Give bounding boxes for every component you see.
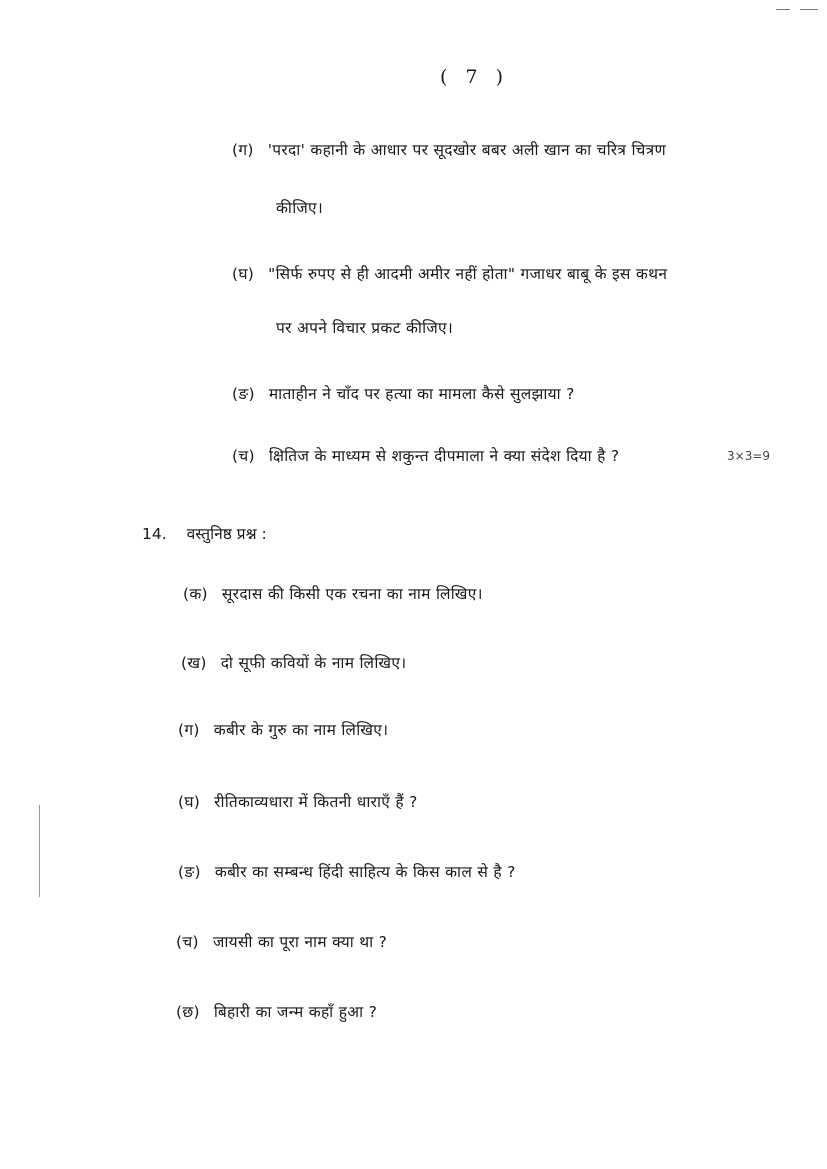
scan-margin-line (39, 805, 40, 897)
objective-question (181, 651, 406, 673)
objective-question (178, 790, 418, 812)
question-13-g-continued: कीजिए। (276, 199, 324, 217)
question-text: कबीर के गुरु का नाम लिखिए। (213, 721, 389, 739)
objective-question (176, 930, 387, 952)
question-text: बिहारी का जन्म कहाँ हुआ ? (213, 1003, 378, 1021)
question-marker: (च) (176, 933, 199, 951)
question-text: जायसी का पूरा नाम क्या था ? (212, 933, 388, 951)
question-13-gh (232, 262, 667, 284)
question-marker: (ग) (232, 141, 254, 159)
question-marker: (च) (232, 447, 255, 465)
scan-mark (800, 9, 818, 10)
question-text: क्षितिज के माध्यम से शकुन्त दीपमाला ने क्या संदेश दिया है ? (268, 447, 620, 465)
section-title: वस्तुनिष्ठ प्रश्न : (186, 525, 267, 543)
question-13-gh-continued: पर अपने विचार प्रकट कीजिए। (276, 319, 454, 337)
section-number: 14. (142, 525, 167, 543)
question-text: 'परदा' कहानी के आधार पर सूदखोर बबर अली खान का चरित्र चित्रण (267, 141, 667, 159)
question-text: कबीर का सम्बन्ध हिंदी साहित्य के किस काल से है ? (214, 863, 516, 881)
objective-question (183, 582, 483, 604)
question-text: "सिर्फ रुपए से ही आदमी अमीर नहीं होता" गजाधर बाबू के इस कथन (268, 265, 668, 283)
question-text: रीतिकाव्यधारा में कितनी धाराएँ हैं ? (214, 793, 418, 811)
question-text: सूरदास की किसी एक रचना का नाम लिखिए। (221, 585, 483, 603)
question-marker: (ख) (181, 654, 207, 672)
question-marker: (घ) (178, 793, 201, 811)
question-marker: (छ) (176, 1003, 200, 1021)
marks-allocation: 3×3=9 (727, 449, 771, 463)
question-13-nga (232, 382, 575, 404)
question-text: दो सूफी कवियों के नाम लिखिए। (220, 654, 407, 672)
question-marker: (ङ) (178, 863, 201, 881)
question-marker: (घ) (232, 265, 255, 283)
question-13-g (232, 138, 666, 160)
question-marker: (क) (183, 585, 208, 603)
objective-question (178, 718, 388, 740)
page-number: ( 7 ) (440, 66, 509, 88)
question-13-cha (232, 444, 619, 466)
question-marker: (ग) (178, 721, 200, 739)
objective-question (176, 1000, 377, 1022)
question-marker: (ङ) (232, 385, 255, 403)
scan-mark (776, 9, 790, 10)
objective-question (178, 860, 516, 882)
section-14-heading (142, 522, 267, 544)
question-text: माताहीन ने चाँद पर हत्या का मामला कैसे सुलझाया ? (268, 385, 575, 403)
